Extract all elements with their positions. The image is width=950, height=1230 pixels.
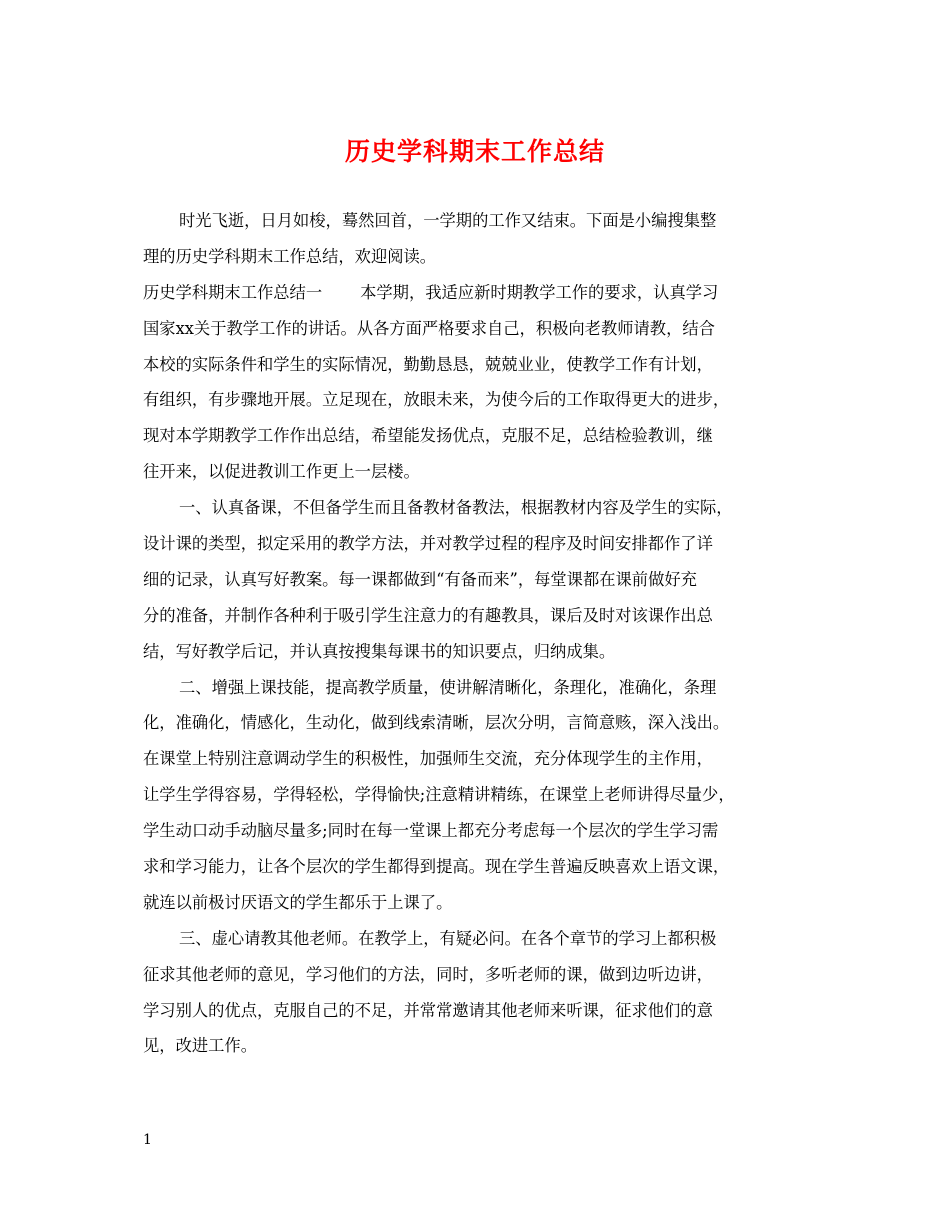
text-line: 二、增强上课技能，提高教学质量，使讲解清晰化，条理化，准确化，条理 bbox=[179, 677, 717, 697]
text-line: 时光飞逝，日月如梭，蓦然回首，一学期的工作又结束。下面是小编搜集整 bbox=[179, 211, 717, 230]
page-number: 1 bbox=[143, 1132, 152, 1148]
text-segment: 本学期，我适应新时期教学工作的要求，认真学习 bbox=[360, 282, 719, 302]
text-line: 三、虚心请教其他老师。在教学上，有疑必问。在各个章节的学习上都积极 bbox=[179, 928, 717, 948]
text-line: 分的准备，并制作各种利于吸引学生注意力的有趣教具，课后及时对该课作出总 bbox=[143, 605, 713, 625]
text-line: 现对本学期教学工作作出总结，希望能发扬优点，克服不足，总结检验教训，继 bbox=[143, 426, 713, 446]
text-line: 求和学习能力，让各个层次的学生都得到提高。现在学生普遍反映喜欢上语文课， bbox=[143, 857, 730, 877]
text-line: 在课堂上特别注意调动学生的积极性，加强师生交流，充分体现学生的主作用， bbox=[143, 749, 713, 769]
text-line: 设计课的类型，拟定采用的教学方法，并对教学过程的程序及时间安排都作了详 bbox=[143, 534, 713, 554]
text-line: 往开来，以促进教训工作更上一层楼。 bbox=[143, 462, 420, 482]
text-line: 理的历史学科期末工作总结，欢迎阅读。 bbox=[143, 246, 437, 266]
text-line: 就连以前极讨厌语文的学生都乐于上课了。 bbox=[143, 892, 453, 912]
text-line: 结，写好教学后记，并认真按搜集每课书的知识要点，归纳成集。 bbox=[143, 641, 616, 661]
text-line: 本校的实际条件和学生的实际情况，勤勤恳恳，兢兢业业，使教学工作有计划， bbox=[143, 354, 713, 374]
text-line: 见，改进工作。 bbox=[143, 1036, 257, 1056]
document-title: 历史学科期末工作总结 bbox=[344, 137, 605, 166]
text-line: 学生动口动手动脑尽量多;同时在每一堂课上都充分考虑每一个层次的学生学习需 bbox=[143, 821, 719, 841]
text-line: 化，准确化，情感化，生动化，做到线索清晰，层次分明，言简意赅，深入浅出。 bbox=[143, 713, 730, 733]
text-line: 一、认真备课，不但备学生而且备教材备教法，根据教材内容及学生的实际， bbox=[179, 498, 733, 518]
text-line: 国家xx关于教学工作的讲话。从各方面严格要求自己，积极向老教师请教，结合 bbox=[143, 318, 715, 338]
text-line: 细的记录，认真写好教案。每一课都做到“有备而来”，每堂课都在课前做好充 bbox=[143, 569, 697, 589]
text-line: 征求其他老师的意见，学习他们的方法，同时，多听老师的课，做到边听边讲， bbox=[143, 964, 713, 984]
text-line: 有组织，有步骤地开展。立足现在，放眼未来，为使今后的工作取得更大的进步， bbox=[143, 390, 730, 410]
text-line: 让学生学得容易，学得轻松，学得愉快;注意精讲精练，在课堂上老师讲得尽量少， bbox=[143, 785, 735, 805]
section-heading: 历史学科期末工作总结一 bbox=[143, 282, 323, 302]
document-body bbox=[143, 203, 823, 1064]
text-line: 学习别人的优点，克服自己的不足，并常常邀请其他老师来听课，征求他们的意 bbox=[143, 1000, 713, 1020]
section-heading-line bbox=[143, 275, 823, 311]
